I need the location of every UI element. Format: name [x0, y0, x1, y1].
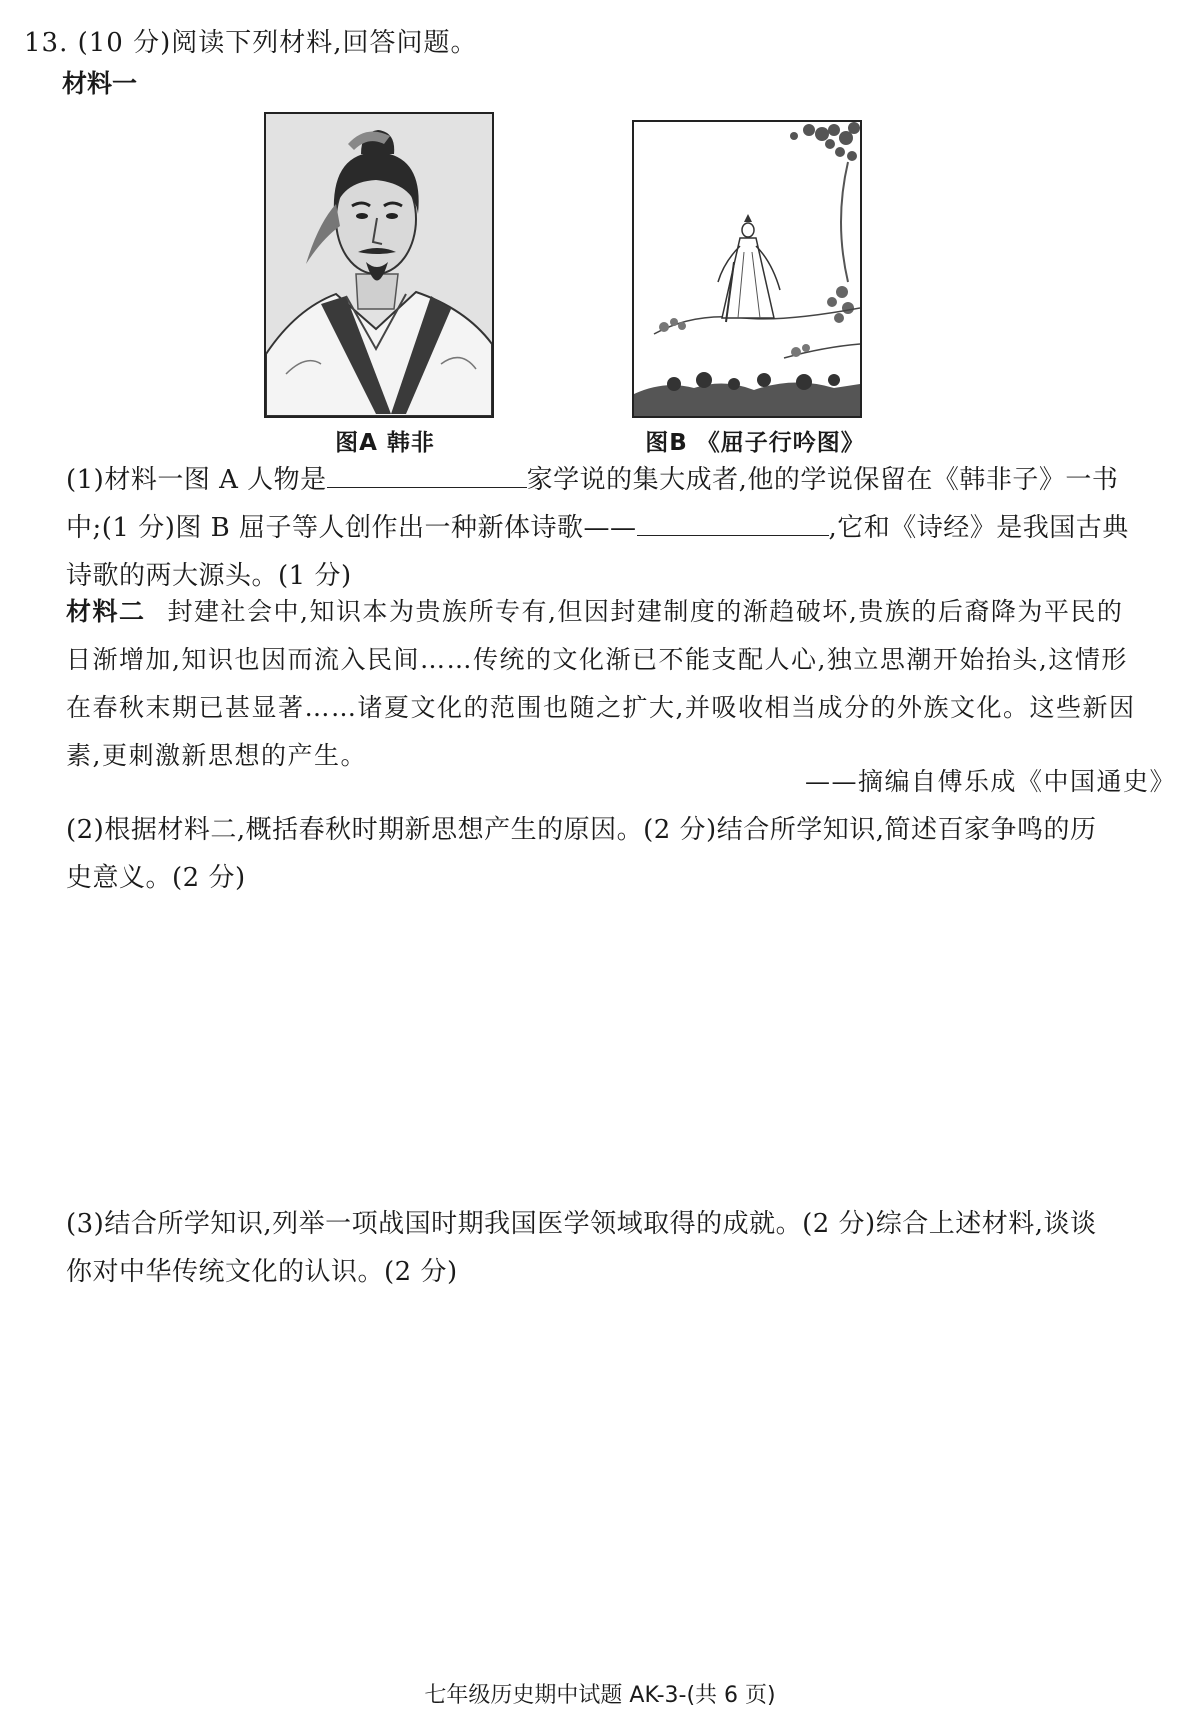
answer-blank-2[interactable] — [637, 507, 829, 536]
figure-a-caption: 图A 韩非 — [335, 430, 435, 456]
part-1-text — [66, 456, 1176, 600]
part-2-answer-area[interactable] — [66, 910, 1176, 1190]
part-2-line-2: 史意义。(2 分) — [66, 863, 246, 893]
part-1-line-1: (1)材料一图 A 人物是 家学说的集大成者,他的学说保留在《韩非子》一书 — [66, 456, 1176, 504]
part-3-line-1: (3)结合所学知识,列举一项战国时期我国医学领域取得的成就。(2 分)综合上述材料,谈谈 — [66, 1209, 1097, 1239]
part-1-line-2: 中;(1 分)图 B 屈子等人创作出一种新体诗歌—— ,它和《诗经》是我国古典 — [66, 504, 1176, 552]
part-3-line-2: 你对中华传统文化的认识。(2 分) — [66, 1257, 458, 1287]
figure-a-portrait — [264, 112, 494, 418]
answer-blank-1[interactable] — [327, 459, 527, 488]
part-1-line-3: 诗歌的两大源头。(1 分) — [66, 561, 352, 591]
part-2-line-1: (2)根据材料二,概括春秋时期新思想产生的原因。(2 分)结合所学知识,简述百家争鸣的历 — [66, 815, 1097, 845]
material-2-label: 材料二 — [66, 597, 146, 626]
material-2-line-4: 素,更刺激新思想的产生。 — [66, 741, 367, 770]
material-1-label: 材料一 — [62, 69, 138, 98]
figure-b-caption: 图B 《屈子行吟图》 — [645, 430, 865, 456]
part-3-answer-area[interactable] — [66, 1300, 1176, 1660]
material-2-text — [66, 588, 1176, 780]
material-2-line-1: 材料二 封建社会中,知识本为贵族所专有,但因封建制度的渐趋破坏,贵族的后裔降为平民的 — [66, 597, 1124, 626]
part-3-text — [66, 1200, 1176, 1296]
material-2-line-2: 日渐增加,知识也因而流入民间……传统的文化渐已不能支配人心,独立思潮开始抬头,这情形 — [66, 645, 1128, 674]
han-fei-portrait-illustration — [266, 114, 492, 416]
figure-b-painting — [632, 120, 862, 418]
question-title: 13. (10 分)阅读下列材料,回答问题。 — [24, 28, 478, 58]
page-footer: 七年级历史期中试题 AK-3-(共 6 页) — [424, 1683, 776, 1708]
part-2-text — [66, 806, 1176, 902]
material-2-source: ——摘编自傅乐成《中国通史》 — [804, 767, 1176, 796]
qu-yuan-painting-illustration — [634, 122, 860, 416]
material-2-line-3: 在春秋末期已甚显著……诸夏文化的范围也随之扩大,并吸收相当成分的外族文化。这些新因 — [66, 693, 1136, 722]
